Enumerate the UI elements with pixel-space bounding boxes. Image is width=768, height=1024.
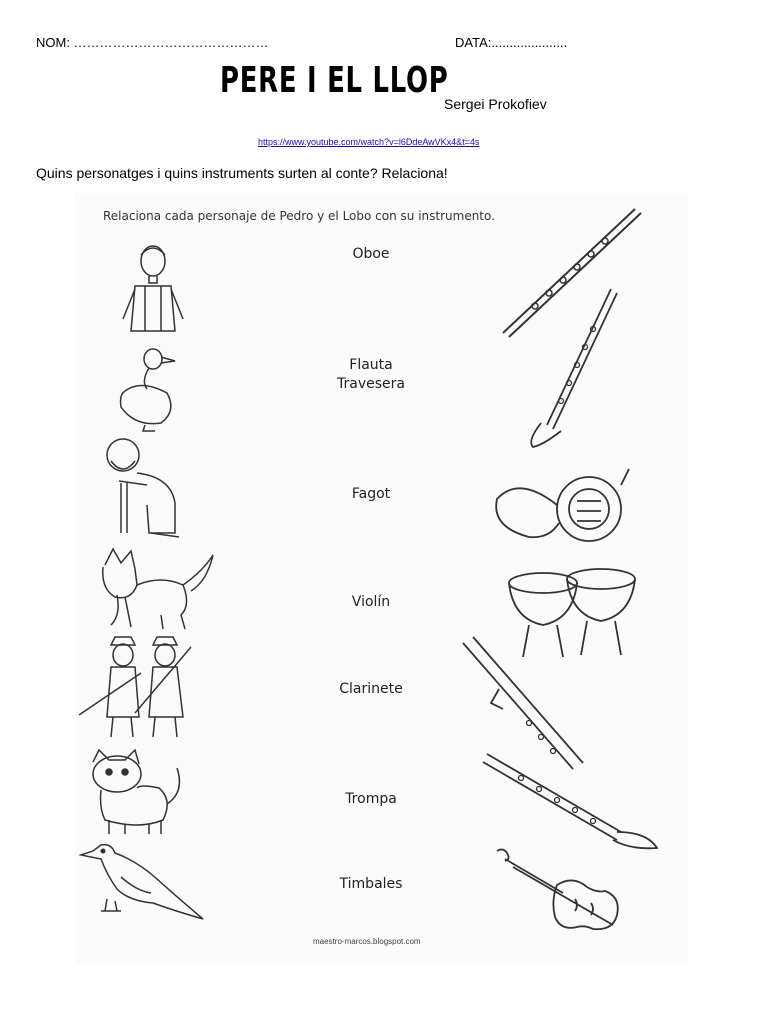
oboe-icon bbox=[523, 285, 627, 449]
cat-icon bbox=[79, 748, 191, 838]
label-flauta-travesera bbox=[301, 356, 441, 394]
youtube-link[interactable]: https://www.youtube.com/watch?v=l6DdeAwVKx4&t=4s bbox=[258, 137, 480, 147]
label-oboe: Oboe bbox=[352, 246, 390, 262]
wolf-icon bbox=[91, 545, 221, 635]
page-title: PERE I EL LLOP bbox=[220, 60, 449, 101]
label-timbales: Timbales bbox=[339, 876, 403, 892]
worksheet-credit: maestro-marcos.blogspot.com bbox=[313, 937, 421, 946]
french-horn-icon bbox=[489, 465, 639, 555]
label-clarinete: Clarinete bbox=[339, 681, 403, 697]
duck-icon bbox=[111, 341, 191, 433]
date-field-label: DATA:..................... bbox=[455, 35, 568, 50]
clarinet-icon bbox=[481, 748, 661, 858]
grandfather-icon bbox=[91, 433, 191, 541]
question-text: Quins personatges i quins instruments surten al conte? Relaciona! bbox=[36, 165, 448, 181]
bird-icon bbox=[77, 841, 207, 923]
label-violin: Violín bbox=[351, 594, 391, 610]
hunters-icon bbox=[75, 633, 205, 745]
label-trompa: Trompa bbox=[345, 791, 397, 807]
page-subtitle: Sergei Prokofiev bbox=[444, 96, 547, 112]
violin-icon bbox=[493, 845, 625, 937]
name-field-label: NOM: ……………………………………… bbox=[36, 35, 269, 50]
boy-icon bbox=[115, 241, 195, 341]
label-fagot: Fagot bbox=[351, 486, 391, 502]
matching-worksheet-image bbox=[75, 193, 688, 963]
worksheet-instruction: Relaciona cada personaje de Pedro y el Lobo con su instrumento. bbox=[103, 209, 495, 223]
label-flauta-travesera-text: Flauta Travesera bbox=[337, 357, 405, 392]
